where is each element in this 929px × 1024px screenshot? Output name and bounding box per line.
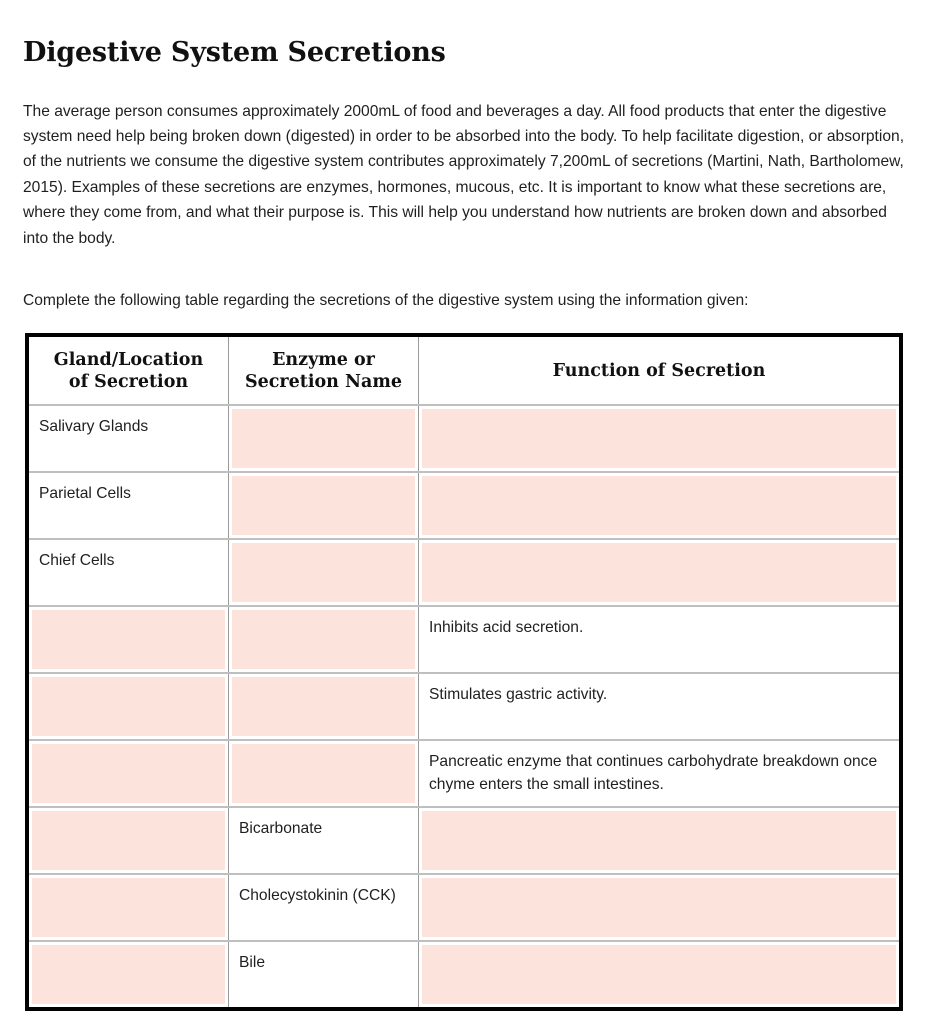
cell-function[interactable] bbox=[418, 942, 899, 1007]
cell-function[interactable] bbox=[418, 473, 899, 538]
header-function-label: Function of Secretion bbox=[552, 360, 766, 381]
answer-fill-box bbox=[422, 811, 896, 870]
table-row bbox=[29, 873, 899, 940]
header-gland-line1: Gland/Location bbox=[53, 349, 204, 370]
table-row bbox=[29, 806, 899, 873]
cell-enzyme[interactable] bbox=[228, 674, 418, 739]
answer-fill-box bbox=[422, 945, 896, 1004]
answer-fill-box bbox=[232, 744, 415, 803]
table-row bbox=[29, 672, 899, 739]
cell-enzyme[interactable] bbox=[228, 942, 418, 1007]
answer-fill-box bbox=[232, 610, 415, 669]
table-row bbox=[29, 538, 899, 605]
instruction-text: Complete the following table regarding the secretions of the digestive system using the information given: bbox=[23, 291, 749, 309]
cell-enzyme[interactable] bbox=[228, 875, 418, 940]
table-row bbox=[29, 940, 899, 1007]
header-enzyme-name bbox=[228, 337, 418, 404]
cell-function-text: Stimulates gastric activity. bbox=[429, 686, 608, 703]
cell-enzyme[interactable] bbox=[228, 741, 418, 806]
table-row bbox=[29, 605, 899, 672]
table-row bbox=[29, 739, 899, 806]
answer-fill-box bbox=[232, 409, 415, 468]
table-header-row bbox=[29, 337, 899, 404]
answer-fill-box bbox=[232, 476, 415, 535]
cell-function[interactable] bbox=[418, 406, 899, 471]
cell-gland-text: Chief Cells bbox=[39, 552, 115, 569]
cell-enzyme[interactable] bbox=[228, 540, 418, 605]
answer-fill-box bbox=[32, 677, 225, 736]
header-gland-location bbox=[29, 337, 228, 404]
header-gland-line2: of Secretion bbox=[68, 371, 189, 392]
cell-enzyme-text: Bicarbonate bbox=[239, 820, 323, 837]
cell-enzyme-text: Cholecystokinin (CCK) bbox=[239, 887, 396, 904]
cell-gland[interactable] bbox=[29, 741, 228, 806]
answer-fill-box bbox=[32, 610, 225, 669]
cell-function[interactable] bbox=[418, 607, 899, 672]
cell-enzyme-text: Bile bbox=[239, 954, 266, 971]
cell-gland[interactable] bbox=[29, 674, 228, 739]
header-function-of-secretion bbox=[418, 337, 899, 404]
intro-paragraph: The average person consumes approximately 2000mL of food and beverages a day. All food products that enter the digestive system need help being broken down (digested) in order to be absorbed into the body. To help facilitate digestion, or absorption, of the nutrients we consume the digestive system contributes approximately 7,200mL of secretions (Martini, Nath, Bartholomew, 2015). Examples of these secretions are enzymes, hormones, mucous, etc. It is important to know what these secretions are, where they come from, and what their purpose is. This will help you understand how nutrients are broken down and absorbed into the body. bbox=[23, 102, 905, 247]
cell-gland[interactable] bbox=[29, 406, 228, 471]
cell-gland[interactable] bbox=[29, 875, 228, 940]
table-row bbox=[29, 471, 899, 538]
cell-enzyme[interactable] bbox=[228, 607, 418, 672]
cell-gland[interactable] bbox=[29, 473, 228, 538]
answer-fill-box bbox=[32, 811, 225, 870]
answer-fill-box bbox=[422, 878, 896, 937]
answer-fill-box bbox=[32, 945, 225, 1004]
cell-function[interactable] bbox=[418, 875, 899, 940]
cell-function[interactable] bbox=[418, 674, 899, 739]
header-enzyme-line1: Enzyme or bbox=[272, 349, 375, 370]
cell-function-text: Inhibits acid secretion. bbox=[429, 619, 584, 636]
cell-gland-text: Parietal Cells bbox=[39, 485, 131, 502]
answer-fill-box bbox=[422, 476, 896, 535]
cell-gland[interactable] bbox=[29, 808, 228, 873]
cell-enzyme[interactable] bbox=[228, 473, 418, 538]
header-enzyme-line2: Secretion Name bbox=[245, 371, 402, 392]
answer-fill-box bbox=[32, 744, 225, 803]
page-title: Digestive System Secretions bbox=[23, 37, 446, 69]
cell-function-text: Pancreatic enzyme that continues carbohydrate breakdown once chyme enters the small intestines. bbox=[429, 753, 878, 793]
answer-fill-box bbox=[232, 543, 415, 602]
answer-fill-box bbox=[422, 409, 896, 468]
cell-gland[interactable] bbox=[29, 540, 228, 605]
secretions-table bbox=[25, 333, 903, 1011]
cell-gland-text: Salivary Glands bbox=[39, 418, 149, 435]
answer-fill-box bbox=[422, 543, 896, 602]
cell-enzyme[interactable] bbox=[228, 808, 418, 873]
cell-gland[interactable] bbox=[29, 942, 228, 1007]
answer-fill-box bbox=[32, 878, 225, 937]
cell-function[interactable] bbox=[418, 808, 899, 873]
cell-enzyme[interactable] bbox=[228, 406, 418, 471]
cell-gland[interactable] bbox=[29, 607, 228, 672]
answer-fill-box bbox=[232, 677, 415, 736]
cell-function[interactable] bbox=[418, 540, 899, 605]
cell-function[interactable] bbox=[418, 741, 899, 806]
table-row bbox=[29, 404, 899, 471]
